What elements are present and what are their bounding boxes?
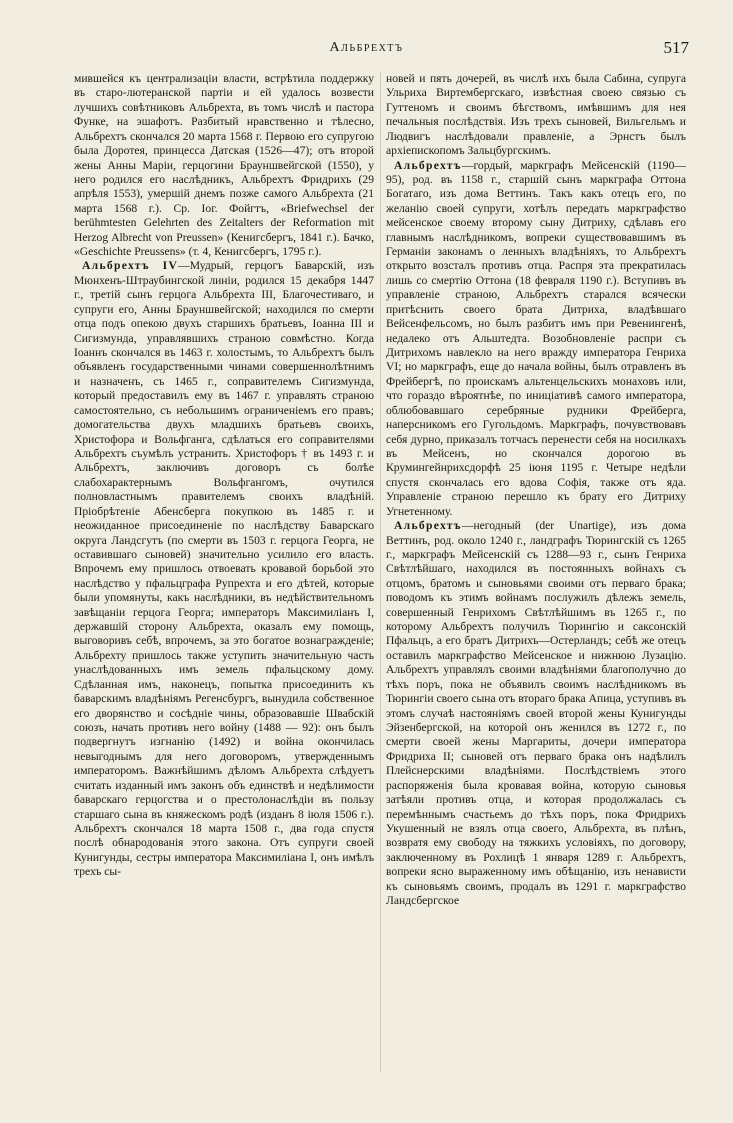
entry-headword: Альбрехтъ — [394, 519, 462, 533]
right-column — [386, 72, 686, 1082]
running-head — [0, 40, 733, 62]
continued-paragraph — [386, 72, 686, 159]
running-title: Альбрехтъ — [329, 40, 404, 55]
entry-headword: Альбрехтъ — [394, 158, 462, 172]
page-number: 517 — [663, 38, 689, 57]
entry-headword: Альбрехтъ IV — [82, 259, 179, 273]
paragraph-text: новей и пять дочерей, въ числѣ ихъ была Сабина, супруга Ульриха Виртембергскаго, извѣстная своею связью съ Гуттеномъ и своимъ бѣгствомъ, имѣвшимъ для нея печальныя послѣдствія. Изъ трехъ сыновей, Вильгельмъ и Людвигъ наслѣдовали правленіе, а Эрнстъ былъ архіепископомъ Зальцбургскимъ. — [386, 72, 686, 158]
entry-text: —Мудрый, герцогъ Баварскій, изъ Мюнхенъ-Штраубингской линіи, родился 15 декабря 1447 г., третій сынъ герцога Альбрехта III, Благочестиваго, и супруги его, Анны Брауншвейгской; находился по смерти отца подъ опекою двухъ старшихъ братьевъ, Іоанна III и Сигизмунда, управлявшихъ страною совмѣстно. Когда Іоаннъ скончался въ 1463 г. холостымъ, то Альбрехтъ былъ объявленъ государственными чинами совершеннолѣтнимъ и назначенъ, съ 1465 г., соправителемъ Сигизмунда, который предоставилъ ему въ 1467 г. управлять страною самостоятельно, съ небольшимъ ограниченіемъ его правъ; домогательства двухъ младшихъ братьевъ своихъ, Христофора и Вольфганга, сдѣлаться его соправителями Альбрехтъ съумѣлъ устранить. Христофоръ † въ 1493 г. и Альбрехтъ, заключивъ договоръ съ болѣе слабохарактернымъ Вольфгангомъ, очутился полновластнымъ правителемъ своихъ владѣній. Пріобрѣтеніе Абенсберга покупкою въ 1485 г. и неожиданное присоединеніе по наслѣдству Баварскаго округа Ландсгутъ (по смерти въ 1503 г. герцога Георга, не оставившаго сыновей) значительно усилило его власть. Впрочемъ ему пришлось отвоевать кровавой борьбой это наслѣдство у пфальцграфа Рупрехта и его дѣтей, которые были упомянуты, какъ наслѣдники, въ недѣйствительномъ завѣщаніи герцога Георга; императоръ Максимиліанъ I, державшій сторону Альбрехта, оказалъ ему помощь, выговоривъ себѣ, впрочемъ, за это богатое вознагражденіе; Альбрехту пришлось также уступить значительную часть унаслѣдованныхъ имъ земель пфальцскому дому. Сдѣланная имъ, наконецъ, попытка присоединить къ баварскимъ владѣніямъ Регенсбургъ, вынудила собственное его дворянство и сосѣдніе чины, образовавшіе Швабскій союзъ, начать противъ него войну (1488 — 92): онъ былъ подвергнутъ изгнанію (1492) и война окончилась невыгоднымъ для него договоромъ, утвержденнымъ императоромъ. Важнѣйшимъ дѣломъ Альбрехта слѣдуетъ считать изданный имъ законъ объ единствѣ и недѣлимости баварскаго герцогства и о престолонаслѣдіи въ пользу старшаго сына въ княжескомъ родѣ (изданъ 8 іюля 1506 г.). Альбрехтъ скончался 18 марта 1508 г., два года спустя послѣ обнародованія этого закона. Отъ супруги своей Кунигунды, сестры императора Максимиліана I, онъ имѣлъ трехъ сы- — [74, 259, 374, 879]
column-divider — [380, 72, 381, 1072]
entry-albrecht-degenerate — [386, 519, 686, 908]
entry-text: —гордый, маркграфъ Мейсенскій (1190—95), род. въ 1158 г., старшій сынъ маркграфа Оттона Богатаго, изъ дома Веттинъ. Такъ какъ отецъ его, по желанію своей супруги, хотѣлъ передать маркграфство мейсенское своему второму сыну Дитриху, сдѣлавъ его главнымъ наслѣдникомъ, вопреки существовавшимъ въ Германіи законамъ о ленныхъ владѣніяхъ, то Альбрехтъ открыто возсталъ противъ отца. Распря эта прекратилась лишь со смертію Оттона (18 февраля 1190 г.). Вступивъ въ управленіе страною, Альбрехтъ старался всячески притѣснить своего брата Дитриха, владѣвшаго Вейсенфельсомъ, но былъ разбитъ имъ при Ревенингенѣ, недалеко отъ Альштедта. Возобновленіе распри съ Дитрихомъ навлекло на него вражду императора Генриха VI; но маркграфъ, еще до начала войны, былъ отравленъ въ Фрейбергѣ, по проискамъ альтенцельскихъ монаховъ или, что гораздо вѣроятнѣе, по иниціативѣ самого императора, облюбовавшаго серебряные рудники Фрейберга, наперсникомъ его Гугольдомъ. Маркграфъ, почувствовавъ себя дурно, приказалъ тотчасъ перенести себя на носилкахъ въ Мейсенъ, но скончался дорогою въ Крумингейнрихсдорфѣ 25 іюня 1195 г. Четыре недѣли спустя скончалась его вдова Софія, также отъ яда. Управленіе страною перешло къ брату его Дитриху Угнетенному. — [386, 158, 686, 518]
entry-albrecht-iv — [74, 259, 374, 879]
entry-text: —негодный (der Unartige), изъ дома Веттинъ, род. около 1240 г., ландграфъ Тюрингскій съ 1265 г., маркграфъ Мейсенскій съ 1288—93 г., сынъ Генриха Свѣтлѣйшаго, находился въ постоянныхъ войнахъ съ отцомъ, братомъ и сыновьями своими отъ перваго брака; поводомъ къ этимъ войнамъ послужилъ дѣлежъ земель, совершенный Генрихомъ Свѣтлѣйшимъ въ 1265 г., по которому Альбрехтъ получилъ Тюрингію и саксонскій Пфальцъ, а его братъ Дитрихъ—Остерландъ; себѣ же отецъ оставилъ маркграфство Мейсенское и нижнюю Лузацію. Альбрехтъ управлялъ своими владѣніями благополучно до тѣхъ поръ, пока не объявилъ своимъ наслѣдникомъ въ Тюрингіи своего сына отъ втораго брака Апица, уступивъ въ этомъ случаѣ настояніямъ своей второй жены Кунигунды Эйзенбергской, на которой онъ женился въ 1272 г., по смерти своей жены Маргариты, дочери императора Фридриха II; сыновей отъ перваго брака онъ надѣлилъ Плейснерскими владѣніями. Послѣдствіемъ этого распоряженія была кровавая война, которую сыновья затѣяли противъ отца, и которая продолжалась съ перемѣннымъ счастьемъ до тѣхъ поръ, пока Фридрихъ Укушенный не взялъ отца своего, Альбрехта, въ плѣнъ, возвратя ему свободу на тяжкихъ условіяхъ, по договору, заключенному въ Рохлицѣ 1 января 1289 г. Альбрехтъ, вопреки ясно выраженному имъ обѣщанію, изъ ненависти къ сыновьямъ своимъ, продалъ въ 1291 г. маркграфство Ландсбергское — [386, 519, 686, 908]
left-column — [74, 72, 374, 1082]
paragraph-text: мившейся къ централизаціи власти, встрѣтила поддержку въ старо-лютеранской партіи и ей удалось возвести лучшихъ совѣтниковъ Альбрехта, въ томъ числѣ и пастора Функе, на эшафотъ. Разбитый нравственно и тѣлесно, Альбрехтъ скончался 20 марта 1568 г. Первою его супругою была Доротея, принцесса Датская (1526—47); отъ второй жены Анны Маріи, герцогини Брауншвейгской (1550), у него родился его наслѣдникъ, Альбрехтъ Фридрихъ (29 апрѣля 1553), умершій днемъ позже самого Альбрехта (21 марта 1568 г.). Ср. Іог. Фойгтъ, «Briefwechsel der berühmtesten Gelehrten des Zeitalters der Reformation mit Herzog Albrecht von Preussen» (Кенигсбергъ, 1841 г.). Бачко, «Geschichte Preussens» (т. 4, Кенигсбергъ, 1795 г.). — [74, 72, 374, 259]
entry-albrecht-proud — [386, 159, 686, 520]
continued-paragraph — [74, 72, 374, 259]
